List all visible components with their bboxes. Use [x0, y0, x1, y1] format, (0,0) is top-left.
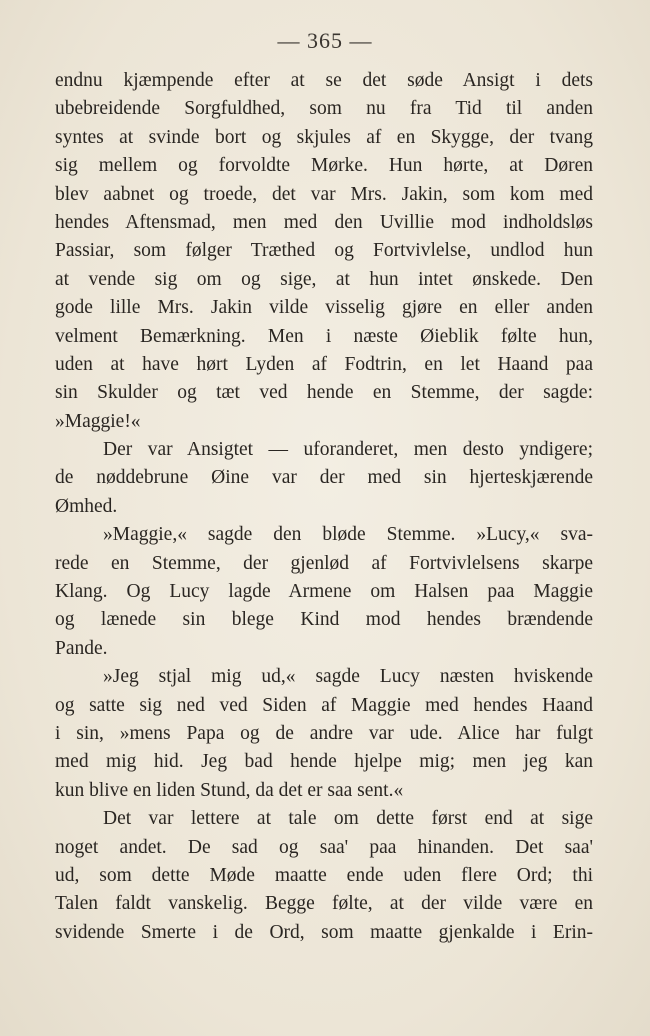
- text-line: kun blive en liden Stund, da det er saa sent.«: [55, 779, 404, 801]
- text-line: og lænede sin blege Kind mod hendes brændende: [55, 609, 593, 631]
- text-line: Klang. Og Lucy lagde Armene om Halsen paa Maggie: [55, 581, 593, 603]
- text-line: noget andet. De sad og saa' paa hinanden. Det saa': [55, 836, 593, 858]
- text-line: gode lille Mrs. Jakin vilde visselig gjøre en eller anden: [55, 297, 593, 319]
- text-line: sig mellem og forvoldte Mørke. Hun hørte, at Døren: [55, 155, 593, 177]
- text-line: Ømhed.: [55, 495, 118, 517]
- text-line: og satte sig ned ved Siden af Maggie med hendes Haand: [55, 694, 593, 716]
- page-number: — 365 —: [277, 28, 373, 53]
- text-line: Det var lettere at tale om dette først end at sige: [103, 808, 593, 830]
- text-line: blev aabnet og troede, det var Mrs. Jakin, som kom med: [55, 183, 593, 205]
- text-line: endnu kjæmpende efter at se det søde Ansigt i dets: [55, 70, 593, 91]
- text-line: ubebreidende Sorgfuldhed, som nu fra Tid til anden: [55, 98, 593, 120]
- text-line: velment Bemærkning. Men i næste Øieblik følte hun,: [55, 325, 593, 347]
- text-line: syntes at svinde bort og skjules af en Skygge, der tvang: [55, 126, 593, 148]
- text-line: svidende Smerte i de Ord, som maatte gjenkalde i Erin-: [55, 921, 593, 943]
- body-text: [55, 67, 593, 947]
- text-line: uden at have hørt Lyden af Fodtrin, en let Haand paa: [55, 353, 593, 375]
- text-line: med mig hid. Jeg bad hende hjelpe mig; men jeg kan: [55, 751, 593, 773]
- text-line: »Jeg stjal mig ud,« sagde Lucy næsten hviskende: [103, 666, 593, 688]
- text-line: »Maggie,« sagde den bløde Stemme. »Lucy,« sva-: [103, 524, 593, 546]
- text-line: i sin, »mens Papa og de andre var ude. Alice har fulgt: [55, 722, 593, 744]
- text-line: de nøddebrune Øine var der med sin hjerteskjærende: [55, 467, 593, 489]
- text-line: ud, som dette Møde maatte ende uden flere Ord; thi: [55, 864, 593, 886]
- text-line: at vende sig om og sige, at hun intet ønskede. Den: [55, 268, 593, 290]
- text-line: Passiar, som følger Træthed og Fortvivlelse, undlod hun: [55, 240, 593, 262]
- text-line: Pande.: [55, 637, 108, 659]
- text-line: sin Skulder og tæt ved hende en Stemme, der sagde:: [55, 382, 593, 404]
- text-line: »Maggie!«: [55, 410, 141, 432]
- text-line: rede en Stemme, der gjenlød af Fortvivlelsens skarpe: [55, 552, 593, 574]
- text-line: Der var Ansigtet — uforanderet, men desto yndigere;: [103, 439, 593, 461]
- text-line: Talen faldt vanskelig. Begge følte, at der vilde være en: [55, 893, 593, 915]
- text-line: hendes Aftensmad, men med den Uvillie mod indholdsløs: [55, 211, 593, 233]
